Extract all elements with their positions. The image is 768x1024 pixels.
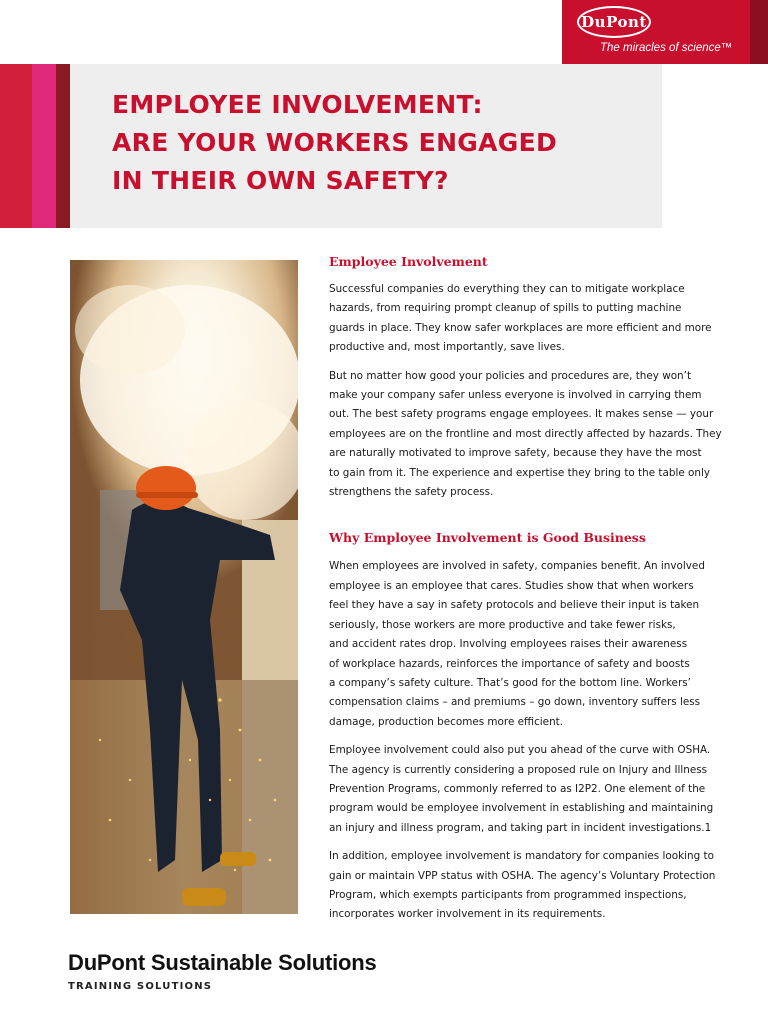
paragraph xyxy=(329,280,729,358)
paragraph xyxy=(329,557,729,732)
text-line: employee is an employee that cares. Studies show that when workers xyxy=(329,579,694,592)
text-line: Program, which exempts participants from programmed inspections, xyxy=(329,888,687,901)
text-line: compensation claims – and premiums – go down, inventory suffers less xyxy=(329,696,701,709)
section-heading: Why Employee Involvement is Good Business xyxy=(329,530,646,546)
accent-bar-pink xyxy=(32,64,56,228)
text-line: damage, production becomes more efficient. xyxy=(329,715,564,728)
text-line: make your company safer unless everyone is involved in carrying them xyxy=(329,389,702,402)
accent-bar-dark xyxy=(56,64,70,228)
paragraph xyxy=(329,847,729,925)
text-line: hazards, from requiring prompt cleanup of spills to putting machine xyxy=(329,302,682,315)
title-line: EMPLOYEE INVOLVEMENT: xyxy=(112,90,483,119)
text-line: and accident rates drop. Involving employees raises their awareness xyxy=(329,638,688,651)
text-line: Successful companies do everything they can to mitigate workplace xyxy=(329,283,685,295)
text-line: an injury and illness program, and taking part in incident investigations.1 xyxy=(329,821,712,834)
text-line: But no matter how good your policies and procedures are, they won’t xyxy=(329,369,692,382)
text-line: guards in place. They know safer workplaces are more efficient and more xyxy=(329,321,712,334)
title-line: IN THEIR OWN SAFETY? xyxy=(112,166,449,195)
text-line: In addition, employee involvement is mandatory for companies looking to xyxy=(329,850,714,863)
paragraph xyxy=(329,367,729,503)
text-line: out. The best safety programs engage employees. It makes sense — your xyxy=(329,408,714,421)
text-line: incorporates worker involvement in its requirements. xyxy=(329,908,606,921)
text-line: gain or maintain VPP status with OSHA. The agency’s Voluntary Protection xyxy=(329,869,716,882)
text-line: a company’s safety culture. That’s good for the bottom line. Workers’ xyxy=(329,676,691,689)
text-line: are naturally motivated to improve safety, because they have the most xyxy=(329,447,702,460)
text-line: strengthens the safety process. xyxy=(329,486,494,499)
text-line: seriously, those workers are more productive and take fewer risks, xyxy=(329,618,676,631)
worker-photo xyxy=(70,260,298,914)
title-line: ARE YOUR WORKERS ENGAGED xyxy=(112,128,558,157)
dupont-logo-text: DuPont xyxy=(581,13,647,31)
brand-stripe xyxy=(750,0,768,64)
text-line: of workplace hazards, reinforces the importance of safety and boosts xyxy=(329,657,690,670)
text-line: productive and, most importantly, save lives. xyxy=(329,341,565,354)
section-heading: Employee Involvement xyxy=(329,254,488,269)
footer-company-name: DuPont Sustainable Solutions xyxy=(68,950,377,975)
brand-tagline: The miracles of science™ xyxy=(600,42,733,54)
text-line: employees are on the frontline and most directly affected by hazards. They xyxy=(329,427,722,440)
dupont-logo xyxy=(577,6,651,38)
accent-bar-red xyxy=(0,64,32,228)
text-line: When employees are involved in safety, companies benefit. An involved xyxy=(329,560,705,573)
text-line: Prevention Programs, commonly referred to as I2P2. One element of the xyxy=(329,782,706,795)
text-line: to gain from it. The experience and expertise they bring to the table only xyxy=(329,466,711,479)
text-line: program would be employee involvement in establishing and maintaining xyxy=(329,802,714,815)
article-body xyxy=(329,250,729,925)
text-line: feel they have a say in safety protocols and believe their input is taken xyxy=(329,599,700,612)
paragraph xyxy=(329,741,729,838)
text-line: The agency is currently considering a proposed rule on Injury and Illness xyxy=(329,763,708,776)
footer-subtitle: TRAINING SOLUTIONS xyxy=(68,981,213,992)
worker-photo-illustration xyxy=(70,260,298,914)
text-line: Employee involvement could also put you ahead of the curve with OSHA. xyxy=(329,744,711,757)
page-title xyxy=(112,86,652,200)
